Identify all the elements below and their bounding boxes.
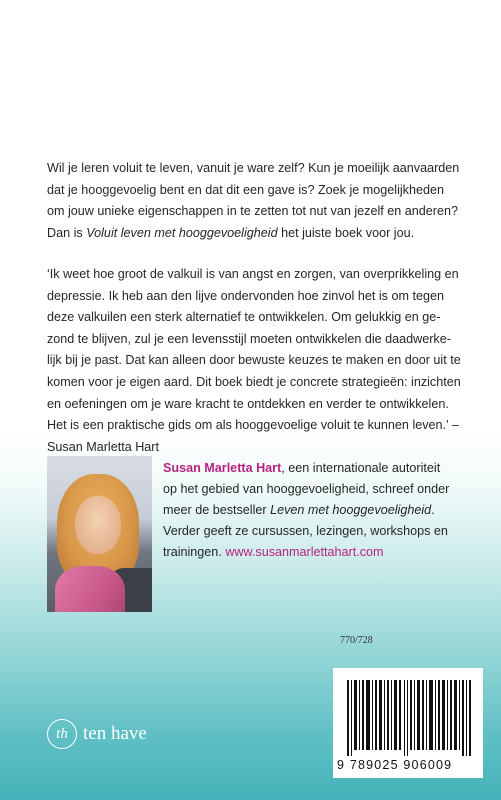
- quote-line: zond te blijven, zul je een levensstijl moeten ontwikkelen die daadwerke-: [47, 331, 451, 346]
- quote-attribution: Susan Marletta Hart: [47, 439, 159, 454]
- bio-text: .: [431, 503, 435, 517]
- publisher-name: ten have: [83, 723, 147, 744]
- bio-text: trainingen.: [163, 545, 226, 559]
- isbn-barcode: [333, 668, 483, 778]
- bio-line: [163, 542, 483, 563]
- publisher-mark-icon: th: [47, 719, 77, 749]
- quote-line: Het is een praktische gids om als hooggevoelige voluit te kunnen leven.’ –: [47, 418, 459, 433]
- author-name: Susan Marletta Hart: [163, 461, 282, 475]
- bio-line: [163, 458, 483, 479]
- intro-line: [47, 223, 467, 245]
- quote-line: komen voor je eigen aard. Dit boek biedt je concrete strategieën: inzichten: [47, 374, 461, 389]
- author-photo: [47, 456, 152, 612]
- quote-line: deze valkuilen een sterk alternatief te ontwikkelen. Om gelukkig en ge-: [47, 310, 441, 325]
- quote-line: depressie. Ik heb aan den lijve ondervonden hoe zinvol het is om tegen: [47, 288, 444, 303]
- quote-line: lijk bij je past. Dat kan alleen door bewuste keuzes te maken en door uit te: [47, 353, 461, 368]
- intro-line: dat je hooggevoelig bent en dat dit een gave is? Zoek je mogelijkheden: [47, 182, 444, 197]
- book-title: Voluit leven met hooggevoeligheid: [86, 225, 278, 240]
- barcode-bars: [347, 680, 471, 756]
- quote-paragraph: [47, 264, 467, 458]
- bio-text: meer de bestseller: [163, 503, 271, 517]
- isbn-number: 9 789025 906009: [337, 758, 453, 772]
- intro-line: Wil je leren voluit te leven, vanuit je ware zelf? Kun je moeilijk aanvaarden: [47, 161, 460, 175]
- intro-paragraph: [47, 158, 467, 244]
- publisher-logo: [47, 716, 147, 752]
- bestseller-title: Leven met hooggevoeligheid: [270, 503, 432, 517]
- author-website-link[interactable]: www.susanmarlettahart.com: [225, 545, 384, 559]
- quote-line: en oefeningen om je ware kracht te ontdekken en verder te ontwikkelen.: [47, 396, 449, 411]
- intro-line: om jouw unieke eigenschappen in te zetten tot nut van jezelf en anderen?: [47, 204, 458, 219]
- bio-text: , een internationale autoriteit: [281, 461, 441, 475]
- author-bio: [163, 458, 483, 563]
- intro-text: het juiste boek voor jou.: [277, 225, 415, 240]
- quote-line: ‘Ik weet hoe groot de valkuil is van angst en zorgen, van overprikkeling en: [47, 267, 459, 281]
- bio-line: op het gebied van hooggevoeligheid, schreef onder: [163, 482, 450, 496]
- bio-line: [163, 500, 483, 521]
- bio-line: Verder geeft ze cursussen, lezingen, workshops en: [163, 524, 448, 538]
- intro-text: Dan is: [47, 225, 87, 240]
- nur-code: 770/728: [340, 635, 373, 646]
